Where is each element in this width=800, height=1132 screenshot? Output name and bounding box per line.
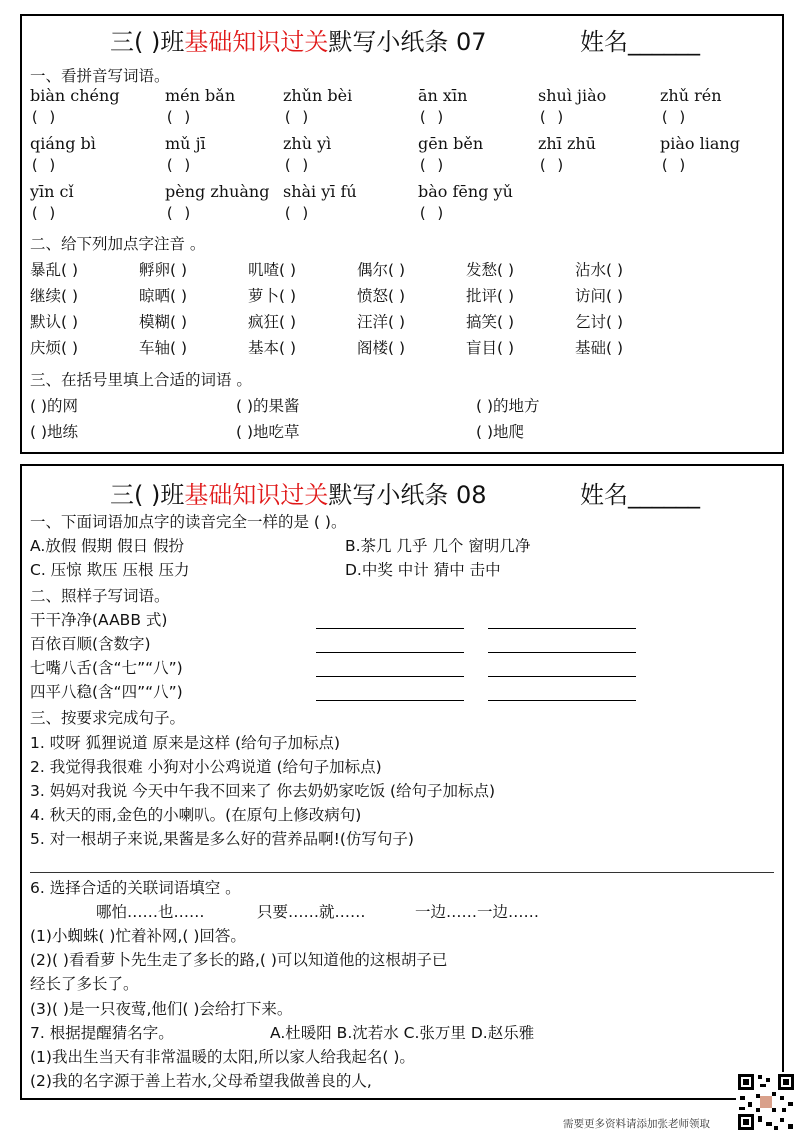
sheet-07-section-2: 二、给下列加点字注音 。 <box>30 235 206 253</box>
fill-in-phrase: ( )的果酱 <box>236 397 300 415</box>
sheet-07-section-3: 三、在括号里填上合适的词语 。 <box>30 371 252 389</box>
pinyin-annotation-item: 孵卵( ) <box>139 261 188 279</box>
sheet-08-section-3: 三、按要求完成句子。 <box>30 709 186 727</box>
sheet-08-option-d: D.中奖 中计 猜中 击中 <box>345 561 501 579</box>
sheet-08-name-label: 姓名______ <box>580 481 700 509</box>
sheet-08-option-b: B.茶几 几乎 几个 窗明几净 <box>345 537 531 555</box>
example-word-3: 七嘴八舌(含“七”“八”) <box>30 659 183 677</box>
answer-line[interactable] <box>316 676 464 677</box>
sheet-08-option-c: C. 压惊 欺压 压根 压力 <box>30 561 190 579</box>
sentence-task-2: 2. 我觉得我很难 小狗对小公鸡说道 (给句子加标点) <box>30 758 382 776</box>
pinyin-word: zhī zhū <box>538 134 596 153</box>
sheet-08-option-a: A.放假 假期 假日 假扮 <box>30 537 185 555</box>
conjunction-option-2: 只要……就…… <box>257 903 366 921</box>
answer-line[interactable] <box>316 628 464 629</box>
answer-parentheses[interactable]: ( ) <box>538 108 566 126</box>
answer-parentheses[interactable]: ( ) <box>30 156 58 174</box>
answer-parentheses[interactable]: ( ) <box>418 156 446 174</box>
pinyin-word: biàn chéng <box>30 86 120 105</box>
fill-in-phrase: ( )的地方 <box>476 397 540 415</box>
pinyin-annotation-item: 车轴( ) <box>139 339 188 357</box>
answer-parentheses[interactable]: ( ) <box>418 204 446 222</box>
name-q1: (1)我出生当天有非常温暖的太阳,所以家人给我起名( )。 <box>30 1048 415 1066</box>
footer-note: 需要更多资料请添加张老师领取 <box>563 1118 710 1130</box>
conjunction-q2-line1: (2)( )看看萝卜先生走了多长的路,( )可以知道他的这根胡子已 <box>30 951 448 969</box>
answer-parentheses[interactable]: ( ) <box>165 204 193 222</box>
sentence-task-4: 4. 秋天的雨,金色的小喇叭。(在原句上修改病句) <box>30 806 362 824</box>
pinyin-annotation-item: 搞笑( ) <box>466 313 515 331</box>
pinyin-annotation-item: 乞讨( ) <box>575 313 624 331</box>
sheet-08-section-6: 6. 选择合适的关联词语填空 。 <box>30 879 241 897</box>
pinyin-annotation-item: 叽喳( ) <box>248 261 297 279</box>
section-divider <box>30 872 774 873</box>
answer-line[interactable] <box>488 700 636 701</box>
pinyin-annotation-item: 模糊( ) <box>139 313 188 331</box>
pinyin-annotation-item: 盲目( ) <box>466 339 515 357</box>
answer-line[interactable] <box>316 700 464 701</box>
pinyin-word: shuì jiào <box>538 86 607 105</box>
pinyin-annotation-item: 默认( ) <box>30 313 79 331</box>
pinyin-word: bào fēng yǔ <box>418 182 513 201</box>
fill-in-phrase: ( )地吃草 <box>236 423 300 441</box>
pinyin-annotation-item: 继续( ) <box>30 287 79 305</box>
pinyin-annotation-item: 访问( ) <box>575 287 624 305</box>
sheet-08-section-1: 一、下面词语加点字的读音完全一样的是 ( )。 <box>30 513 347 531</box>
conjunction-q2-line2: 经长了多长了。 <box>30 975 139 993</box>
pinyin-annotation-item: 沾水( ) <box>575 261 624 279</box>
pinyin-annotation-item: 批评( ) <box>466 287 515 305</box>
answer-parentheses[interactable]: ( ) <box>165 108 193 126</box>
answer-parentheses[interactable]: ( ) <box>418 108 446 126</box>
sheet-08-section-2: 二、照样子写词语。 <box>30 587 170 605</box>
answer-parentheses[interactable]: ( ) <box>660 108 688 126</box>
sheet-07-section-1: 一、看拼音写词语。 <box>30 67 170 85</box>
conjunction-option-1: 哪怕……也…… <box>96 903 205 921</box>
pinyin-word: piào liang <box>660 134 740 153</box>
example-word-4: 四平八稳(含“四”“八”) <box>30 683 183 701</box>
qr-code-icon <box>736 1072 796 1132</box>
conjunction-q3: (3)( )是一只夜莺,他们( )会给打下来。 <box>30 1000 293 1018</box>
pinyin-annotation-item: 发愁( ) <box>466 261 515 279</box>
pinyin-annotation-item: 暴乱( ) <box>30 261 79 279</box>
sentence-task-5: 5. 对一根胡子来说,果酱是多么好的营养品啊!(仿写句子) <box>30 830 414 848</box>
pinyin-word: zhù yì <box>283 134 332 153</box>
answer-line[interactable] <box>488 652 636 653</box>
sentence-task-3: 3. 妈妈对我说 今天中午我不回来了 你去奶奶家吃饭 (给句子加标点) <box>30 782 496 800</box>
answer-parentheses[interactable]: ( ) <box>660 156 688 174</box>
answer-parentheses[interactable]: ( ) <box>30 204 58 222</box>
pinyin-annotation-item: 疯狂( ) <box>248 313 297 331</box>
answer-parentheses[interactable]: ( ) <box>165 156 193 174</box>
pinyin-word: pèng zhuàng <box>165 182 270 201</box>
example-word-2: 百依百顺(含数字) <box>30 635 151 653</box>
sheet-07-title: 三( )班基础知识过关默写小纸条 07 <box>110 28 487 56</box>
answer-parentheses[interactable]: ( ) <box>283 156 311 174</box>
pinyin-word: ān xīn <box>418 86 468 105</box>
name-options: A.杜暖阳 B.沈若水 C.张万里 D.赵乐雅 <box>270 1024 535 1042</box>
answer-parentheses[interactable]: ( ) <box>283 204 311 222</box>
pinyin-word: zhǔn bèi <box>283 86 353 105</box>
pinyin-annotation-item: 阁楼( ) <box>357 339 406 357</box>
pinyin-annotation-item: 偶尔( ) <box>357 261 406 279</box>
sheet-08-section-7: 7. 根据提醒猜名字。 <box>30 1024 174 1042</box>
pinyin-word: zhǔ rén <box>660 86 722 105</box>
fill-in-phrase: ( )地练 <box>30 423 79 441</box>
conjunction-option-3: 一边……一边…… <box>415 903 540 921</box>
answer-parentheses[interactable]: ( ) <box>538 156 566 174</box>
pinyin-annotation-item: 晾晒( ) <box>139 287 188 305</box>
fill-in-phrase: ( )地爬 <box>476 423 525 441</box>
name-q2: (2)我的名字源于善上若水,父母希望我做善良的人, <box>30 1072 372 1090</box>
pinyin-word: yīn cǐ <box>30 182 74 201</box>
answer-line[interactable] <box>488 628 636 629</box>
pinyin-word: qiáng bì <box>30 134 96 153</box>
pinyin-word: shài yī fú <box>283 182 357 201</box>
fill-in-phrase: ( )的网 <box>30 397 79 415</box>
pinyin-word: mǔ jī <box>165 134 206 153</box>
answer-line[interactable] <box>316 652 464 653</box>
pinyin-word: gēn běn <box>418 134 484 153</box>
example-word-1: 干干净净(AABB 式) <box>30 611 168 629</box>
pinyin-annotation-item: 基本( ) <box>248 339 297 357</box>
sheet-08-title: 三( )班基础知识过关默写小纸条 08 <box>110 481 487 509</box>
pinyin-word: mén bǎn <box>165 86 236 105</box>
answer-parentheses[interactable]: ( ) <box>30 108 58 126</box>
conjunction-q1: (1)小蜘蛛( )忙着补网,( )回答。 <box>30 927 246 945</box>
sentence-task-1: 1. 哎呀 狐狸说道 原来是这样 (给句子加标点) <box>30 734 341 752</box>
answer-line[interactable] <box>488 676 636 677</box>
pinyin-annotation-item: 愤怒( ) <box>357 287 406 305</box>
pinyin-annotation-item: 汪洋( ) <box>357 313 406 331</box>
answer-parentheses[interactable]: ( ) <box>283 108 311 126</box>
pinyin-annotation-item: 基础( ) <box>575 339 624 357</box>
pinyin-annotation-item: 萝卜( ) <box>248 287 297 305</box>
pinyin-annotation-item: 庆烦( ) <box>30 339 79 357</box>
sheet-07-name-label: 姓名______ <box>580 28 700 56</box>
